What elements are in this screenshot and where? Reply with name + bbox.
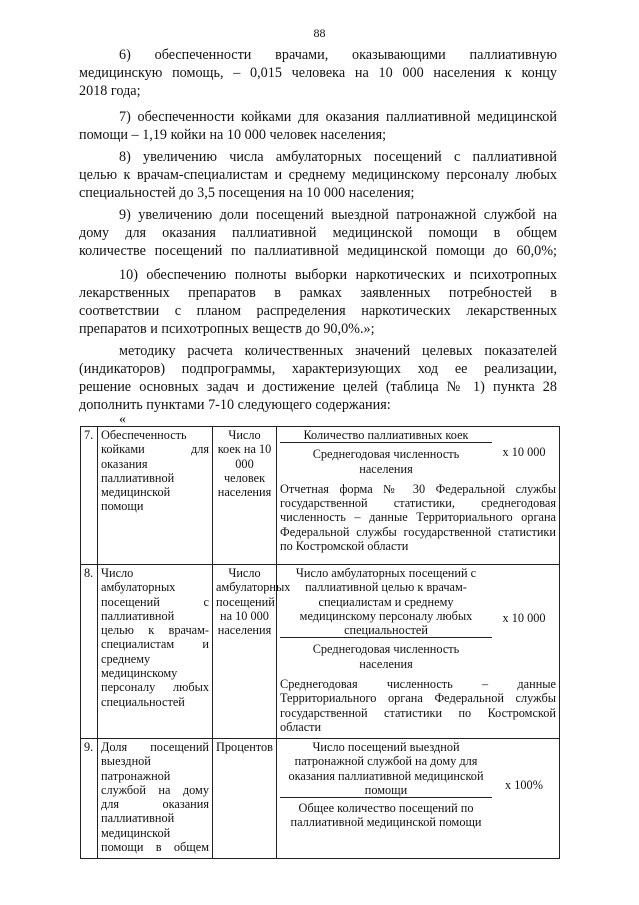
body-line: (индикаторов) подпрограммы, характеризующих ход ее реализации,: [79, 361, 557, 377]
unit: Число коек на 10 000 человек населения: [213, 427, 277, 565]
formula-multiplier: x 10 000: [502, 444, 546, 459]
body-line: 7) обеспеченности койками для оказания паллиативной медицинской: [119, 109, 557, 125]
body-line: 10) обеспечению полноты выборки наркотических и психотропных: [119, 267, 557, 283]
row-number: 8.: [81, 565, 98, 739]
body-line: медицинскую помощь, – 0,015 человека на 10 000 населения к концу: [79, 65, 557, 81]
formula-denominator: Среднегодовая численность населения: [280, 443, 492, 476]
body-line: количестве посещений по паллиативной медицинской помощи до 60,0%;: [79, 243, 557, 259]
body-line: соответствии с планом распределения наркотических лекарственных: [79, 303, 557, 319]
data-source: Среднегодовая численность – данные Территориального органа Федеральной службы государственной статистики по Костромской области: [280, 677, 556, 734]
body-line: специальностей до 3,5 посещения на 10 000 населения;: [79, 185, 415, 201]
formula: [280, 740, 556, 830]
body-line: целью к врачам-специалистам и среднему медицинскому персоналу любых: [79, 167, 557, 183]
formula-denominator: Общее количество посещений по паллиативной медицинской помощи: [280, 798, 492, 830]
row-number: 7.: [81, 427, 98, 565]
open-quote: «: [119, 412, 126, 427]
body-line: 8) увеличению числа амбулаторных посещений с паллиативной: [119, 149, 557, 165]
formula: [280, 566, 556, 671]
formula: [280, 428, 556, 476]
page-number: 88: [313, 26, 326, 40]
formula-multiplier: x 100%: [505, 777, 543, 792]
indicator-table: [80, 426, 560, 859]
data-source: Отчетная форма № 30 Федеральной службы государственной статистики, среднегодовая численность – данные Территориального органа Федеральной службы государственной статистики по Костромской области: [280, 481, 556, 554]
table-row: [81, 427, 560, 565]
body-line: 6) обеспеченности врачами, оказывающими паллиативную: [119, 47, 557, 63]
formula-numerator: Количество паллиативных коек: [303, 428, 469, 442]
body-line: 2018 года;: [79, 83, 141, 99]
formula-cell: [277, 739, 560, 859]
body-line: лекарственных препаратов в рамках заявленных потребностей в: [79, 285, 557, 301]
formula-multiplier: x 10 000: [502, 611, 546, 626]
formula-cell: [277, 427, 560, 565]
formula-numerator: Число посещений выездной патронажной службой на дому для оказания паллиативной медицинской помощи: [288, 740, 484, 797]
table-row: [81, 565, 560, 739]
indicator-name: Число амбулаторных посещений с паллиативной целью к врачам-специалистам и среднему медицинскому персоналу любых специальностей: [98, 565, 213, 739]
formula-cell: [277, 565, 560, 739]
formula-denominator: Среднегодовая численность населения: [280, 638, 492, 671]
indicator-name: Доля посещений выездной патронажной службой на дому для оказания паллиативной медицинской помощи в общем: [98, 739, 213, 859]
unit: Процентов: [213, 739, 277, 859]
body-line: 9) увеличению доли посещений выездной патронажной службой на: [119, 207, 557, 223]
body-line: препаратов и психотропных веществ до 90,0%.»;: [79, 321, 375, 337]
body-line: дополнить пунктами 7-10 следующего содержания:: [79, 397, 391, 413]
table-row: [81, 739, 560, 859]
body-line: дому для оказания паллиативной медицинской помощи в общем: [79, 225, 557, 241]
body-line: решение основных задач и достижение целей (таблица № 1) пункта 28: [79, 379, 557, 395]
indicator-name: Обеспеченность койками для оказания паллиативной медицинской помощи: [98, 427, 213, 565]
body-line: методику расчета количественных значений целевых показателей: [119, 343, 557, 359]
body-line: помощи – 1,19 койки на 10 000 человек населения;: [79, 127, 387, 143]
formula-numerator: Число амбулаторных посещений с паллиативной целью к врачам-специалистам и среднему медицинскому персоналу любых специальностей: [295, 566, 477, 638]
row-number: 9.: [81, 739, 98, 859]
unit: Число амбулаторных посещений на 10 000 населения: [213, 565, 277, 739]
